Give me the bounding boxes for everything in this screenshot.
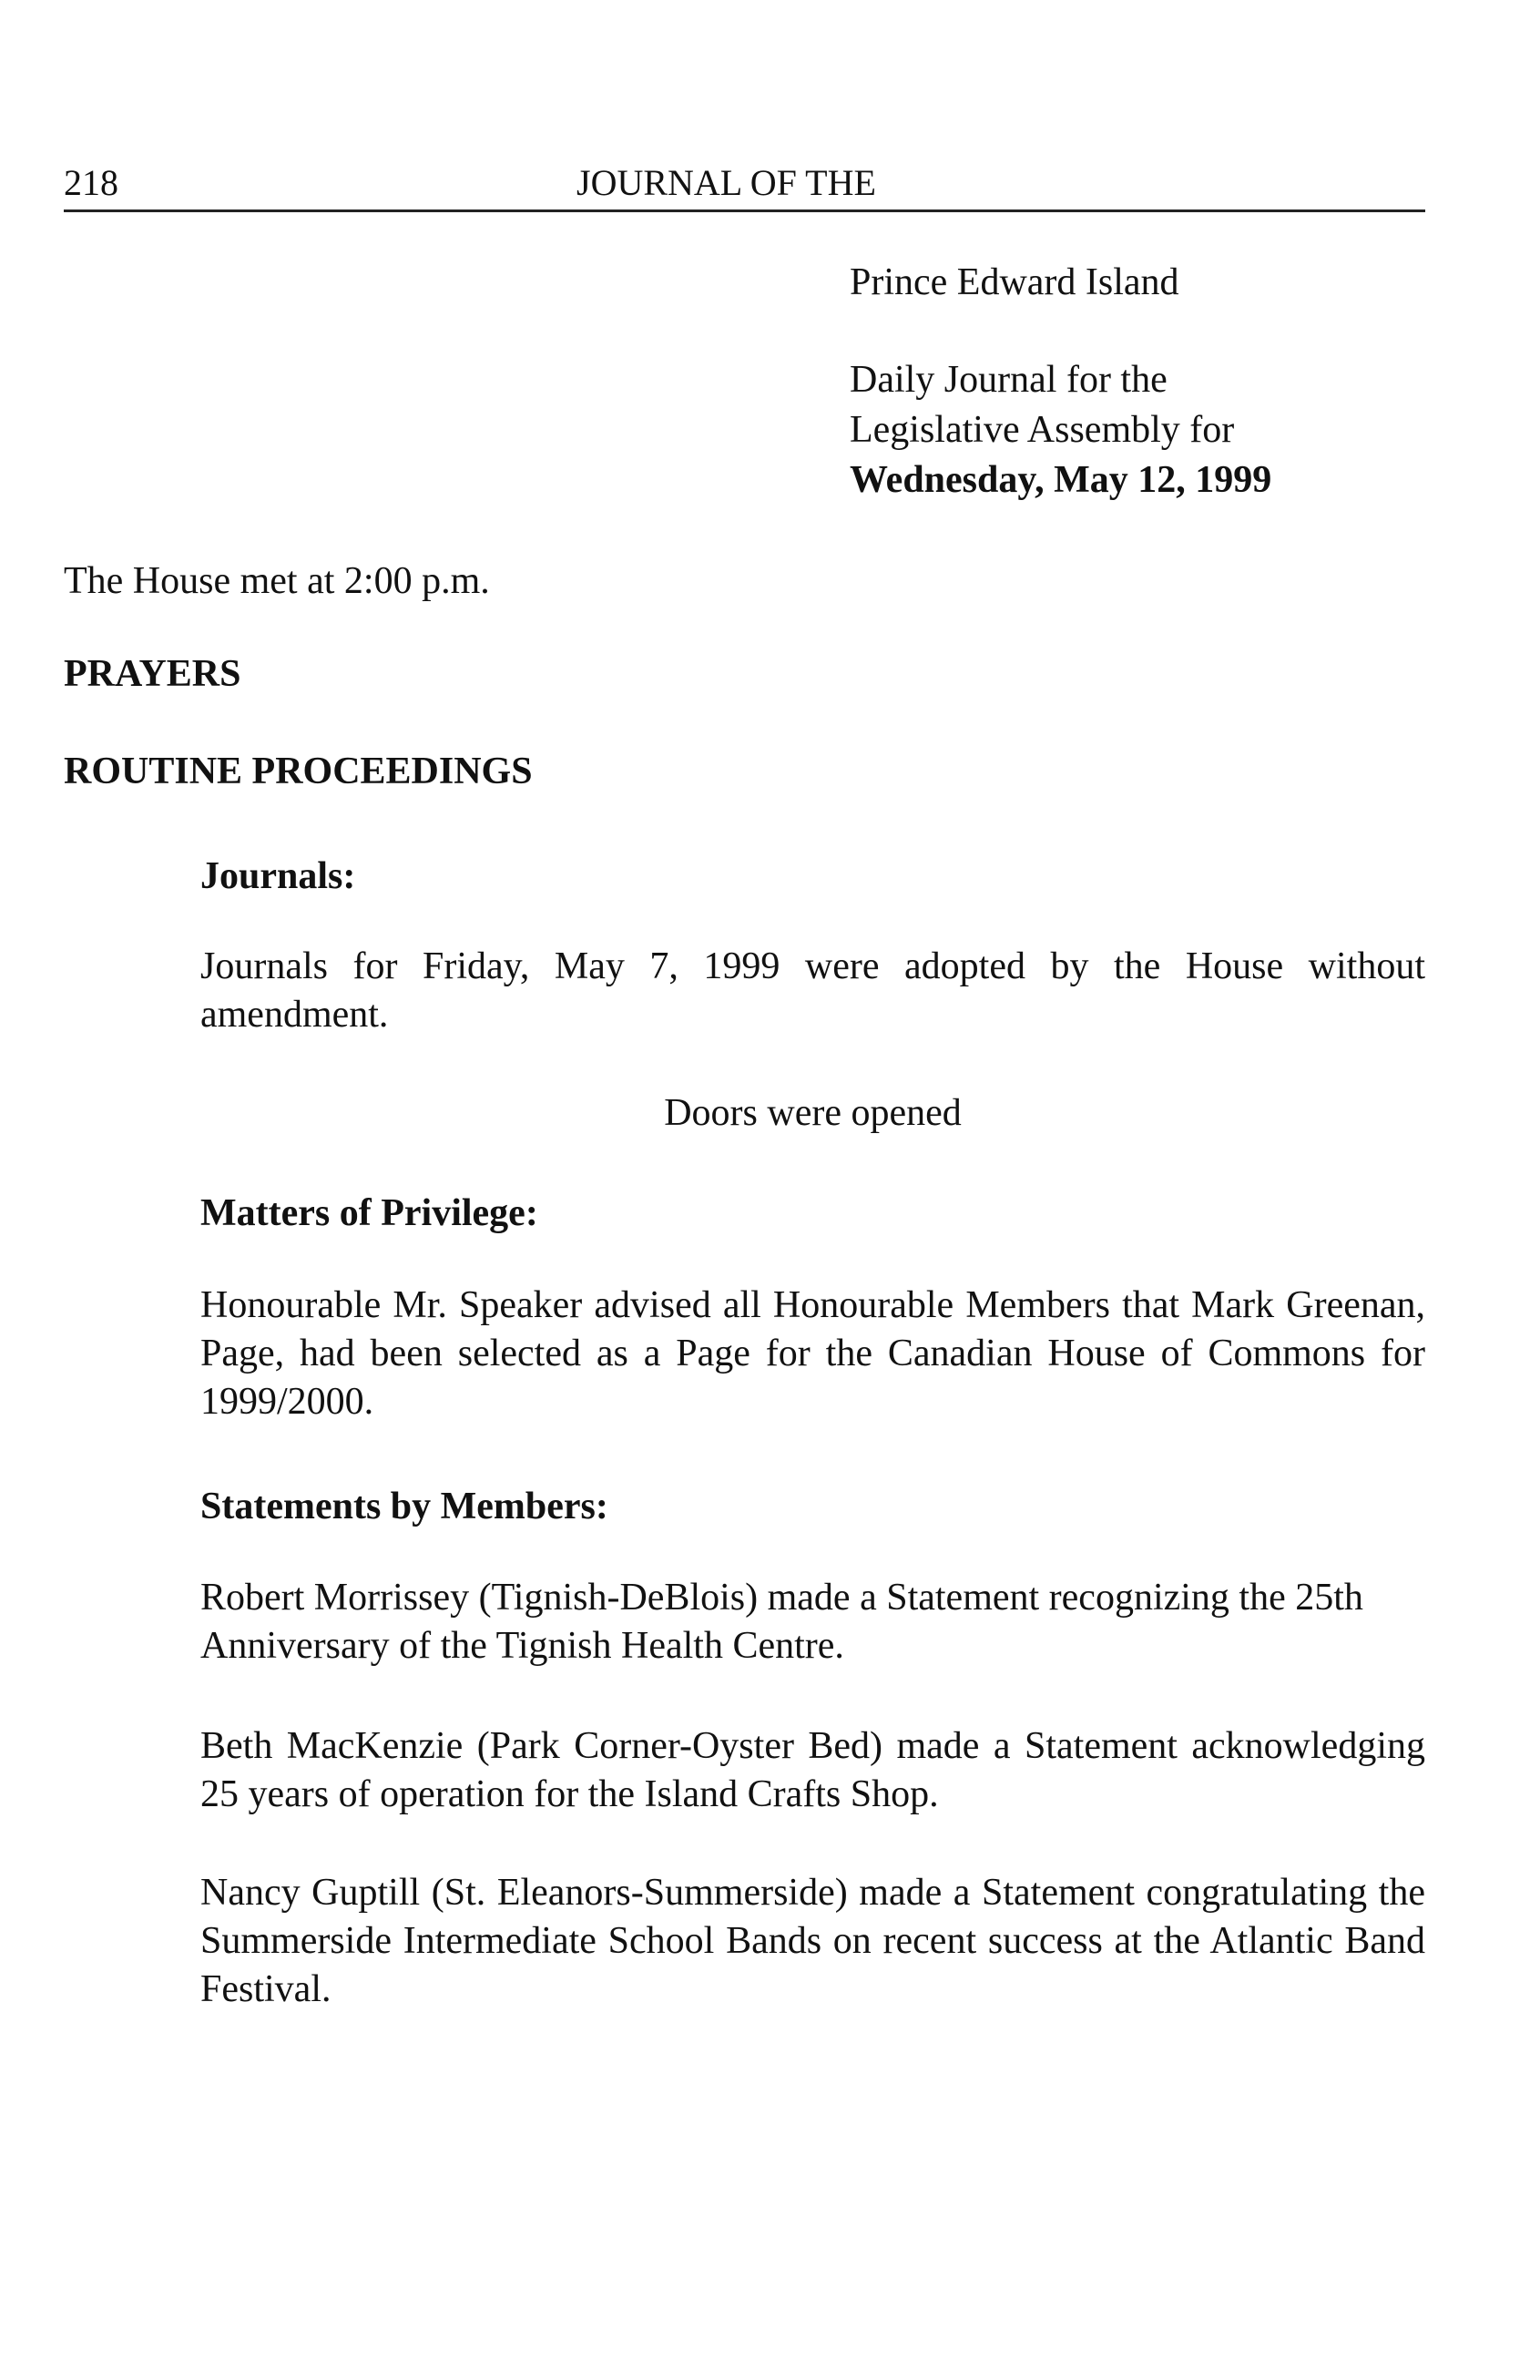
journals-heading: Journals: (200, 855, 356, 897)
page-number: 218 (64, 162, 118, 203)
statements-heading: Statements by Members: (200, 1486, 608, 1527)
province-name: Prince Edward Island (850, 261, 1179, 303)
title-block (850, 258, 1433, 506)
prayers-heading: PRAYERS (64, 653, 241, 695)
routine-proceedings-heading: ROUTINE PROCEEDINGS (64, 751, 533, 792)
statement-item: Robert Morrissey (Tignish-DeBlois) made a Statement recognizing the 25th Anniversary of the Tignish Health Centre. (200, 1577, 1363, 1667)
running-title: JOURNAL OF THE (576, 162, 876, 203)
house-met-time: The House met at 2:00 p.m. (64, 560, 490, 602)
journals-text: Journals for Friday, May 7, 1999 were adopted by the House without amendment. (200, 945, 1425, 1036)
doors-opened-note: Doors were opened (664, 1092, 962, 1134)
statement-item: Nancy Guptill (St. Eleanors-Summerside) made a Statement congratulating the Summerside Intermediate School Bands on recent success at the Atlantic Band Festival. (200, 1872, 1425, 2010)
journal-title-line-2: Legislative Assembly for (850, 409, 1235, 451)
statement-item: Beth MacKenzie (Park Corner-Oyster Bed) made a Statement acknowledging 25 years of operation for the Island Crafts Shop. (200, 1725, 1425, 1815)
journal-title-line-1: Daily Journal for the (850, 359, 1168, 401)
privilege-text: Honourable Mr. Speaker advised all Honourable Members that Mark Greenan, Page, had been selected as a Page for the Canadian House of Commons for 1999/2000. (200, 1284, 1425, 1423)
page-header (64, 157, 1425, 212)
sitting-date: Wednesday, May 12, 1999 (850, 459, 1272, 501)
privilege-heading: Matters of Privilege: (200, 1192, 538, 1234)
